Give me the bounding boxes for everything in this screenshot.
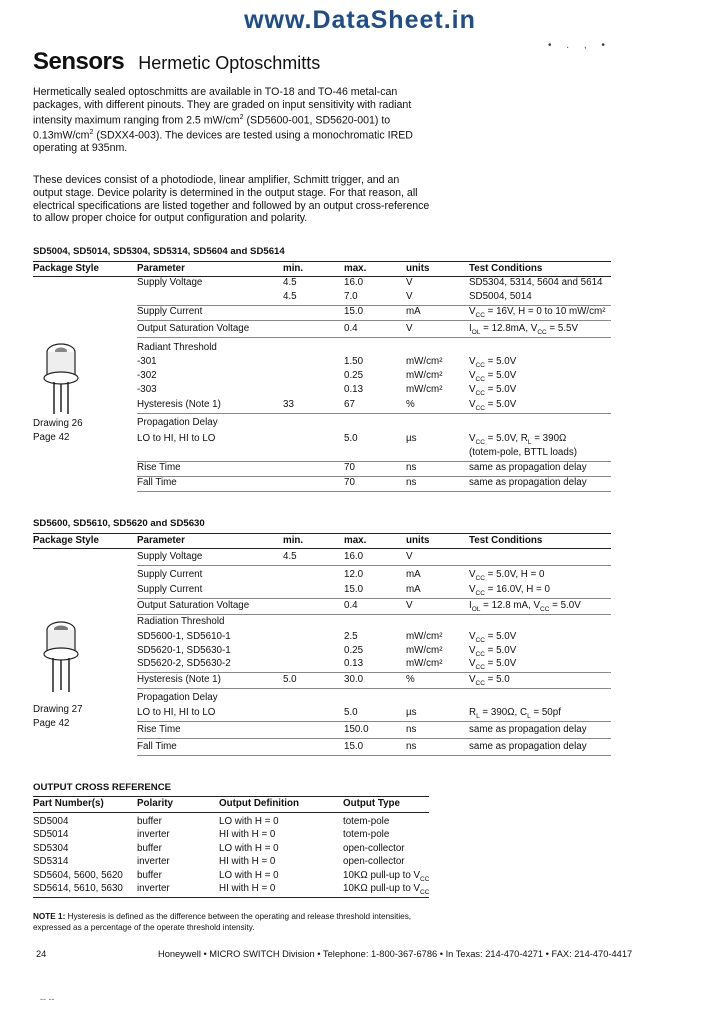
parameter-cell: LO to HI, HI to LO (137, 707, 216, 718)
site-watermark[interactable]: www.DataSheet.in (244, 6, 476, 34)
title-subtitle: Hermetic Optoschmitts (138, 53, 321, 73)
parameter-cell: Radiation Threshold (137, 616, 225, 627)
parameter-cell: Rise Time (137, 462, 181, 473)
output-definition: HI with H = 0 (219, 883, 276, 894)
test-condition: $V_{CC} = 5.0V$, H = 0 (469, 569, 545, 582)
table-rule (137, 337, 611, 338)
max-value: 16.0 (344, 277, 364, 288)
test-condition: $V_{CC} = 16V$, H = 0 to 10 mW/cm² (469, 306, 606, 319)
max-value: 16.0 (344, 551, 364, 562)
max-value: 0.13 (344, 384, 364, 395)
parameter-cell: Supply Voltage (137, 551, 203, 562)
test-condition: $V_{CC} = 5.0V$ (469, 645, 517, 658)
intro-line: Hermetically sealed optoschmitts are available in TO-18 and TO-46 metal-can (33, 86, 398, 98)
output-definition: LO with H = 0 (219, 816, 279, 827)
intro-line: packages, with different pinouts. They are graded on input sensitivity with radiant (33, 98, 412, 111)
units-cell: mW/cm² (406, 658, 443, 669)
column-header-part: Part Number(s) (33, 798, 104, 809)
max-value: 15.0 (344, 306, 364, 317)
table-rule (137, 721, 611, 722)
page-title (33, 48, 320, 76)
output-definition: HI with H = 0 (219, 856, 276, 868)
table1-drawing-ref: Drawing 26 (33, 418, 83, 429)
polarity: inverter (137, 883, 170, 894)
max-value: 30.0 (344, 674, 364, 685)
parameter-cell: Radiant Threshold (137, 342, 217, 353)
units-cell: mW/cm² (406, 645, 443, 656)
part-number: SD5314 (33, 856, 69, 868)
column-header-max: max. (344, 263, 367, 274)
min-value: 5.0 (283, 674, 297, 685)
units-cell: V (406, 291, 413, 302)
note-label: NOTE 1: (33, 912, 66, 921)
parameter-cell: -301 (137, 356, 157, 367)
column-header-min: min. (283, 263, 304, 274)
parameter-cell: Output Saturation Voltage (137, 600, 250, 611)
column-header-min: min. (283, 535, 304, 546)
test-condition: $I_{OL} = 12.8mA$, $V_{CC} = 5.5V$ (469, 323, 579, 336)
table-rule (137, 413, 611, 414)
column-header-conditions: Test Conditions (469, 263, 543, 274)
units-cell: mW/cm² (406, 356, 443, 367)
test-condition: $V_{CC} = 5.0V$ (469, 370, 517, 383)
units-cell: ns (406, 724, 417, 735)
table-rule (33, 261, 611, 262)
footer-company: Honeywell • MICRO SWITCH Division • Telephone: 1-800-367-6786 • In Texas: 214-470-4271 • FAX: 214-470-4417 (158, 949, 633, 959)
max-value: 1.50 (344, 356, 364, 367)
test-condition: same as propagation delay (469, 477, 587, 488)
parameter-cell: Fall Time (137, 741, 177, 752)
test-condition: $V_{CC} = 5.0V$ (469, 658, 517, 671)
max-value: 0.25 (344, 645, 364, 656)
max-value: 0.25 (344, 370, 364, 381)
units-cell: mA (406, 569, 421, 580)
part-number: SD5304 (33, 842, 69, 854)
to18-package-icon (36, 338, 86, 416)
polarity: buffer (137, 842, 162, 854)
max-value: 0.4 (344, 323, 358, 334)
column-header-units: units (406, 535, 430, 546)
parameter-cell: Propagation Delay (137, 417, 218, 428)
output-type: open-collector (343, 856, 405, 868)
table1-page-ref: Page 42 (33, 432, 70, 443)
table-rule (33, 533, 611, 534)
table2-page-ref: Page 42 (33, 718, 70, 729)
intro-paragraph-1 (33, 86, 453, 155)
column-header-parameter: Parameter (137, 535, 185, 546)
polarity: buffer (137, 869, 162, 881)
table2-drawing-ref: Drawing 27 (33, 704, 83, 715)
max-value: 15.0 (344, 741, 364, 752)
max-value: 70 (344, 462, 355, 473)
parameter-cell: Supply Current (137, 569, 203, 580)
units-cell: mW/cm² (406, 384, 443, 395)
test-condition: same as propagation delay (469, 724, 587, 735)
intro-line: These devices consist of a photodiode, linear amplifier, Schmitt trigger, and an (33, 174, 400, 186)
output-type: 10KΩ pull-up to $V_{CC}$ (343, 869, 430, 883)
table2-heading: SD5600, SD5610, SD5620 and SD5630 (33, 518, 205, 529)
part-number: SD5014 (33, 829, 69, 841)
column-header-package: Package Style (33, 263, 99, 274)
units-cell: ns (406, 477, 417, 488)
output-type: open-collector (343, 842, 405, 854)
test-condition: SD5004, 5014 (469, 291, 532, 302)
parameter-cell: SD5620-1, SD5630-1 (137, 645, 231, 656)
parameter-cell: SD5620-2, SD5630-2 (137, 658, 231, 669)
units-cell: V (406, 323, 413, 334)
parameter-cell: Supply Voltage (137, 277, 203, 288)
column-header-max: max. (344, 535, 367, 546)
table-rule (137, 491, 611, 492)
table-rule (137, 688, 611, 689)
parameter-cell: Hysteresis (Note 1) (137, 674, 221, 685)
note-text: Hysteresis is defined as the difference between the operating and release threshold intensities, (65, 912, 412, 921)
table-rule (33, 796, 429, 797)
corner-marks: • . , • (548, 40, 611, 51)
units-cell: V (406, 600, 413, 611)
intro-line: operating at 935nm. (33, 142, 128, 155)
test-condition: $I_{OL} = 12.8$ mA, $V_{CC} = 5.0V$ (469, 600, 581, 613)
table-rule (137, 614, 611, 615)
max-value: 0.4 (344, 600, 358, 611)
column-header-type: Output Type (343, 798, 400, 809)
test-condition: $V_{CC} = 5.0V$, $R_L = 390\Omega$ (469, 433, 567, 446)
max-value: 5.0 (344, 433, 358, 444)
table-rule (137, 672, 611, 673)
units-cell: mA (406, 584, 421, 595)
units-cell: ns (406, 741, 417, 752)
units-cell: mW/cm² (406, 370, 443, 381)
column-header-definition: Output Definition (219, 798, 299, 809)
test-condition: $V_{CC} = 5.0V$ (469, 399, 517, 412)
column-header-package: Package Style (33, 535, 99, 546)
max-value: 15.0 (344, 584, 364, 595)
parameter-cell: -303 (137, 384, 157, 395)
intro-line: electrical specifications are listed together and followed by an output cross-reference (33, 199, 430, 212)
units-cell: µs (406, 433, 417, 444)
column-header-polarity: Polarity (137, 798, 173, 809)
max-value: 7.0 (344, 291, 358, 302)
units-cell: mW/cm² (406, 631, 443, 642)
parameter-cell: Output Saturation Voltage (137, 323, 250, 334)
test-condition: $R_L = 390\Omega$, $C_L = 50pf$ (469, 707, 561, 720)
test-condition: same as propagation delay (469, 741, 587, 752)
column-header-parameter: Parameter (137, 263, 185, 274)
output-type: 10KΩ pull-up to $V_{CC}$ (343, 883, 430, 896)
units-cell: mA (406, 306, 421, 317)
test-condition: $V_{CC} = 5.0V$ (469, 356, 517, 369)
test-condition: $V_{CC} = 5.0V$ (469, 631, 517, 644)
note-1 (33, 911, 453, 933)
table-rule (137, 755, 611, 756)
min-value: 4.5 (283, 551, 297, 562)
note-text-2: expressed as a percentage of the operate threshold intensity. (33, 923, 255, 932)
test-condition: $V_{CC} = 5.0$ (469, 674, 510, 687)
parameter-cell: Rise Time (137, 724, 181, 735)
max-value: 0.13 (344, 658, 364, 669)
column-header-units: units (406, 263, 430, 274)
parameter-cell: Supply Current (137, 306, 203, 317)
min-value: 33 (283, 399, 294, 410)
title-sensors: Sensors (33, 48, 125, 75)
polarity: inverter (137, 856, 170, 868)
test-condition: $V_{CC} = 16.0V$, H = 0 (469, 584, 550, 597)
max-value: 150.0 (344, 724, 369, 735)
table-rule (33, 897, 429, 898)
part-number: SD5604, 5600, 5620 (33, 869, 123, 881)
intro-line: to allow proper choice for output configuration and polarity. (33, 212, 308, 225)
units-cell: V (406, 551, 413, 562)
units-cell: V (406, 277, 413, 288)
test-condition: (totem-pole, BTTL loads) (469, 447, 577, 458)
table-rule (137, 738, 611, 739)
parameter-cell: Supply Current (137, 584, 203, 595)
output-type: totem-pole (343, 829, 390, 841)
intro-line: $0.13mW/cm^2$ (SDXX4-003). The devices are tested using a monochromatic IRED (33, 128, 413, 142)
units-cell: % (406, 674, 415, 685)
output-definition: HI with H = 0 (219, 829, 276, 841)
page-number: 24 (36, 949, 47, 959)
parameter-cell: LO to HI, HI to LO (137, 433, 216, 444)
polarity: inverter (137, 829, 170, 841)
min-value: 4.5 (283, 277, 297, 288)
parameter-cell: -302 (137, 370, 157, 381)
table-rule (33, 812, 429, 813)
parameter-cell: SD5600-1, SD5610-1 (137, 631, 231, 642)
test-condition: $V_{CC} = 5.0V$ (469, 384, 517, 397)
output-definition: LO with H = 0 (219, 842, 279, 854)
part-number: SD5004 (33, 816, 69, 827)
cross-reference-heading: OUTPUT CROSS REFERENCE (33, 782, 172, 793)
table-rule (137, 598, 611, 599)
table-rule (33, 548, 611, 549)
parameter-cell: Hysteresis (Note 1) (137, 399, 221, 410)
output-type: totem-pole (343, 816, 390, 827)
intro-line: output stage. Device polarity is determined in the output stage. For that reason, all (33, 186, 418, 199)
max-value: 5.0 (344, 707, 358, 718)
table1-heading: SD5004, SD5014, SD5304, SD5314, SD5604 and SD5614 (33, 246, 285, 257)
units-cell: % (406, 399, 415, 410)
units-cell: ns (406, 462, 417, 473)
part-number: SD5614, 5610, 5630 (33, 883, 123, 894)
units-cell: µs (406, 707, 417, 718)
parameter-cell: Propagation Delay (137, 692, 218, 703)
output-definition: LO with H = 0 (219, 869, 279, 881)
to46-package-icon (36, 616, 86, 694)
table-rule (137, 565, 611, 566)
polarity: buffer (137, 816, 162, 827)
bottom-marks: -- -- (40, 994, 55, 1004)
max-value: 70 (344, 477, 355, 488)
max-value: 2.5 (344, 631, 358, 642)
max-value: 12.0 (344, 569, 364, 580)
test-condition: same as propagation delay (469, 462, 587, 473)
min-value: 4.5 (283, 291, 297, 302)
test-condition: SD5304, 5314, 5604 and 5614 (469, 277, 603, 288)
column-header-conditions: Test Conditions (469, 535, 543, 546)
table-rule (137, 320, 611, 321)
intro-line: intensity maximum ranging from 2.5 $mW/cm^2$ (SD5600-001, SD5620-001) to (33, 113, 391, 127)
max-value: 67 (344, 399, 355, 410)
intro-paragraph-2 (33, 174, 453, 225)
parameter-cell: Fall Time (137, 477, 177, 488)
